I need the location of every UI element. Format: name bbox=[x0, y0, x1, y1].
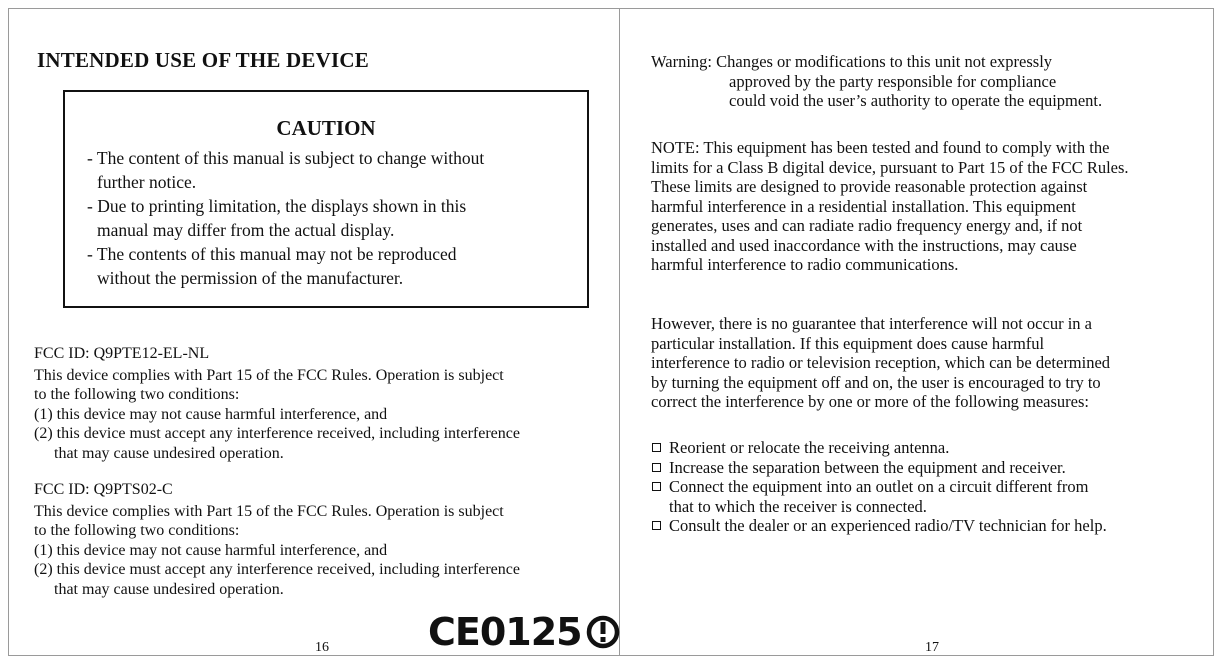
caution-item-line: without the permission of the manufacturer. bbox=[97, 268, 404, 288]
measure-text: Reorient or relocate the receiving antenna. bbox=[669, 438, 950, 457]
caution-item-line: - Due to printing limitation, the displays shown in this bbox=[87, 196, 467, 216]
note-line: limits for a Class B digital device, pursuant to Part 15 of the FCC Rules. bbox=[651, 157, 1129, 177]
right-page bbox=[620, 8, 1214, 656]
measure-item bbox=[651, 516, 1107, 536]
however-paragraph bbox=[651, 314, 1211, 412]
fcc-id: FCC ID: Q9PTE12-EL-NL bbox=[34, 345, 210, 362]
note-paragraph bbox=[651, 138, 1211, 275]
measure-item bbox=[651, 458, 1107, 478]
however-line: by turning the equipment off and on, the user is encouraged to try to bbox=[651, 372, 1101, 392]
checkbox-icon bbox=[652, 482, 661, 491]
caution-item bbox=[75, 242, 585, 290]
fcc-id: FCC ID: Q9PTS02-C bbox=[34, 481, 173, 498]
page-number: 17 bbox=[925, 640, 939, 655]
however-line: However, there is no guarantee that interference will not occur in a bbox=[651, 314, 1092, 333]
fcc-condition: (2) this device must accept any interference received, including interference bbox=[34, 561, 520, 578]
warning-notice bbox=[651, 52, 1211, 111]
page-heading: INTENDED USE OF THE DEVICE bbox=[37, 48, 369, 72]
fcc-condition-continued: that may cause undesired operation. bbox=[54, 444, 284, 462]
ce-mark bbox=[428, 612, 620, 652]
however-line: particular installation. If this equipment does cause harmful bbox=[651, 333, 1045, 353]
fcc-statement bbox=[34, 344, 614, 463]
left-page bbox=[8, 8, 619, 656]
note-line: installed and used inaccordance with the instructions, may cause bbox=[651, 235, 1077, 255]
measure-text: Increase the separation between the equipment and receiver. bbox=[669, 457, 1066, 477]
note-line: These limits are designed to provide reasonable protection against bbox=[651, 177, 1088, 196]
fcc-text-line: to the following two conditions: bbox=[34, 386, 240, 403]
warning-line: approved by the party responsible for compliance bbox=[729, 71, 1057, 91]
note-line: harmful interference in a residential installation. This equipment bbox=[651, 196, 1076, 216]
measure-item-continued bbox=[651, 497, 1107, 517]
fcc-condition-continued: that may cause undesired operation. bbox=[54, 580, 284, 598]
however-line: correct the interference by one or more of the following measures: bbox=[651, 392, 1089, 411]
measure-item bbox=[651, 477, 1107, 497]
ce-mark-text: CE0125 bbox=[428, 610, 582, 654]
caution-list bbox=[75, 146, 585, 290]
caution-item bbox=[75, 146, 585, 194]
however-line: interference to radio or television reception, which can be determined bbox=[651, 353, 1111, 372]
fcc-statement bbox=[34, 480, 614, 599]
checkbox-icon bbox=[652, 463, 661, 472]
checkbox-icon bbox=[652, 443, 661, 452]
fcc-text-line: This device complies with Part 15 of the FCC Rules. Operation is subject bbox=[34, 502, 504, 520]
caution-item bbox=[75, 194, 585, 242]
caution-title: CAUTION bbox=[276, 116, 376, 140]
measure-text: Consult the dealer or an experienced radio/TV technician for help. bbox=[669, 516, 1107, 535]
fcc-condition: (1) this device may not cause harmful interference, and bbox=[34, 541, 388, 559]
caution-item-line: further notice. bbox=[97, 172, 197, 192]
caution-item-line: manual may differ from the actual display. bbox=[97, 220, 395, 240]
checkbox-icon bbox=[652, 521, 661, 530]
measure-item bbox=[651, 438, 1107, 458]
caution-box bbox=[63, 90, 589, 308]
measure-text: that to which the receiver is connected. bbox=[669, 496, 927, 516]
caution-item-line: - The contents of this manual may not be reproduced bbox=[87, 244, 457, 264]
measure-text: Connect the equipment into an outlet on a circuit different from bbox=[669, 477, 1089, 496]
fcc-text-line: to the following two conditions: bbox=[34, 522, 240, 539]
caution-item-line: - The content of this manual is subject to change without bbox=[87, 148, 485, 168]
fcc-condition: (2) this device must accept any interference received, including interference bbox=[34, 425, 520, 442]
fcc-condition: (1) this device may not cause harmful interference, and bbox=[34, 405, 388, 423]
note-line: harmful interference to radio communications. bbox=[651, 255, 959, 274]
note-line: NOTE: This equipment has been tested and found to comply with the bbox=[651, 138, 1110, 157]
page-number: 16 bbox=[315, 640, 329, 655]
warning-line: Warning: Changes or modifications to this unit not expressly bbox=[651, 52, 1053, 71]
alert-class-2-icon bbox=[586, 615, 620, 649]
measures-list bbox=[651, 438, 1107, 536]
warning-line: could void the user’s authority to operate the equipment. bbox=[729, 91, 1103, 110]
fcc-text-line: This device complies with Part 15 of the FCC Rules. Operation is subject bbox=[34, 366, 504, 384]
note-line: generates, uses and can radiate radio frequency energy and, if not bbox=[651, 216, 1083, 235]
